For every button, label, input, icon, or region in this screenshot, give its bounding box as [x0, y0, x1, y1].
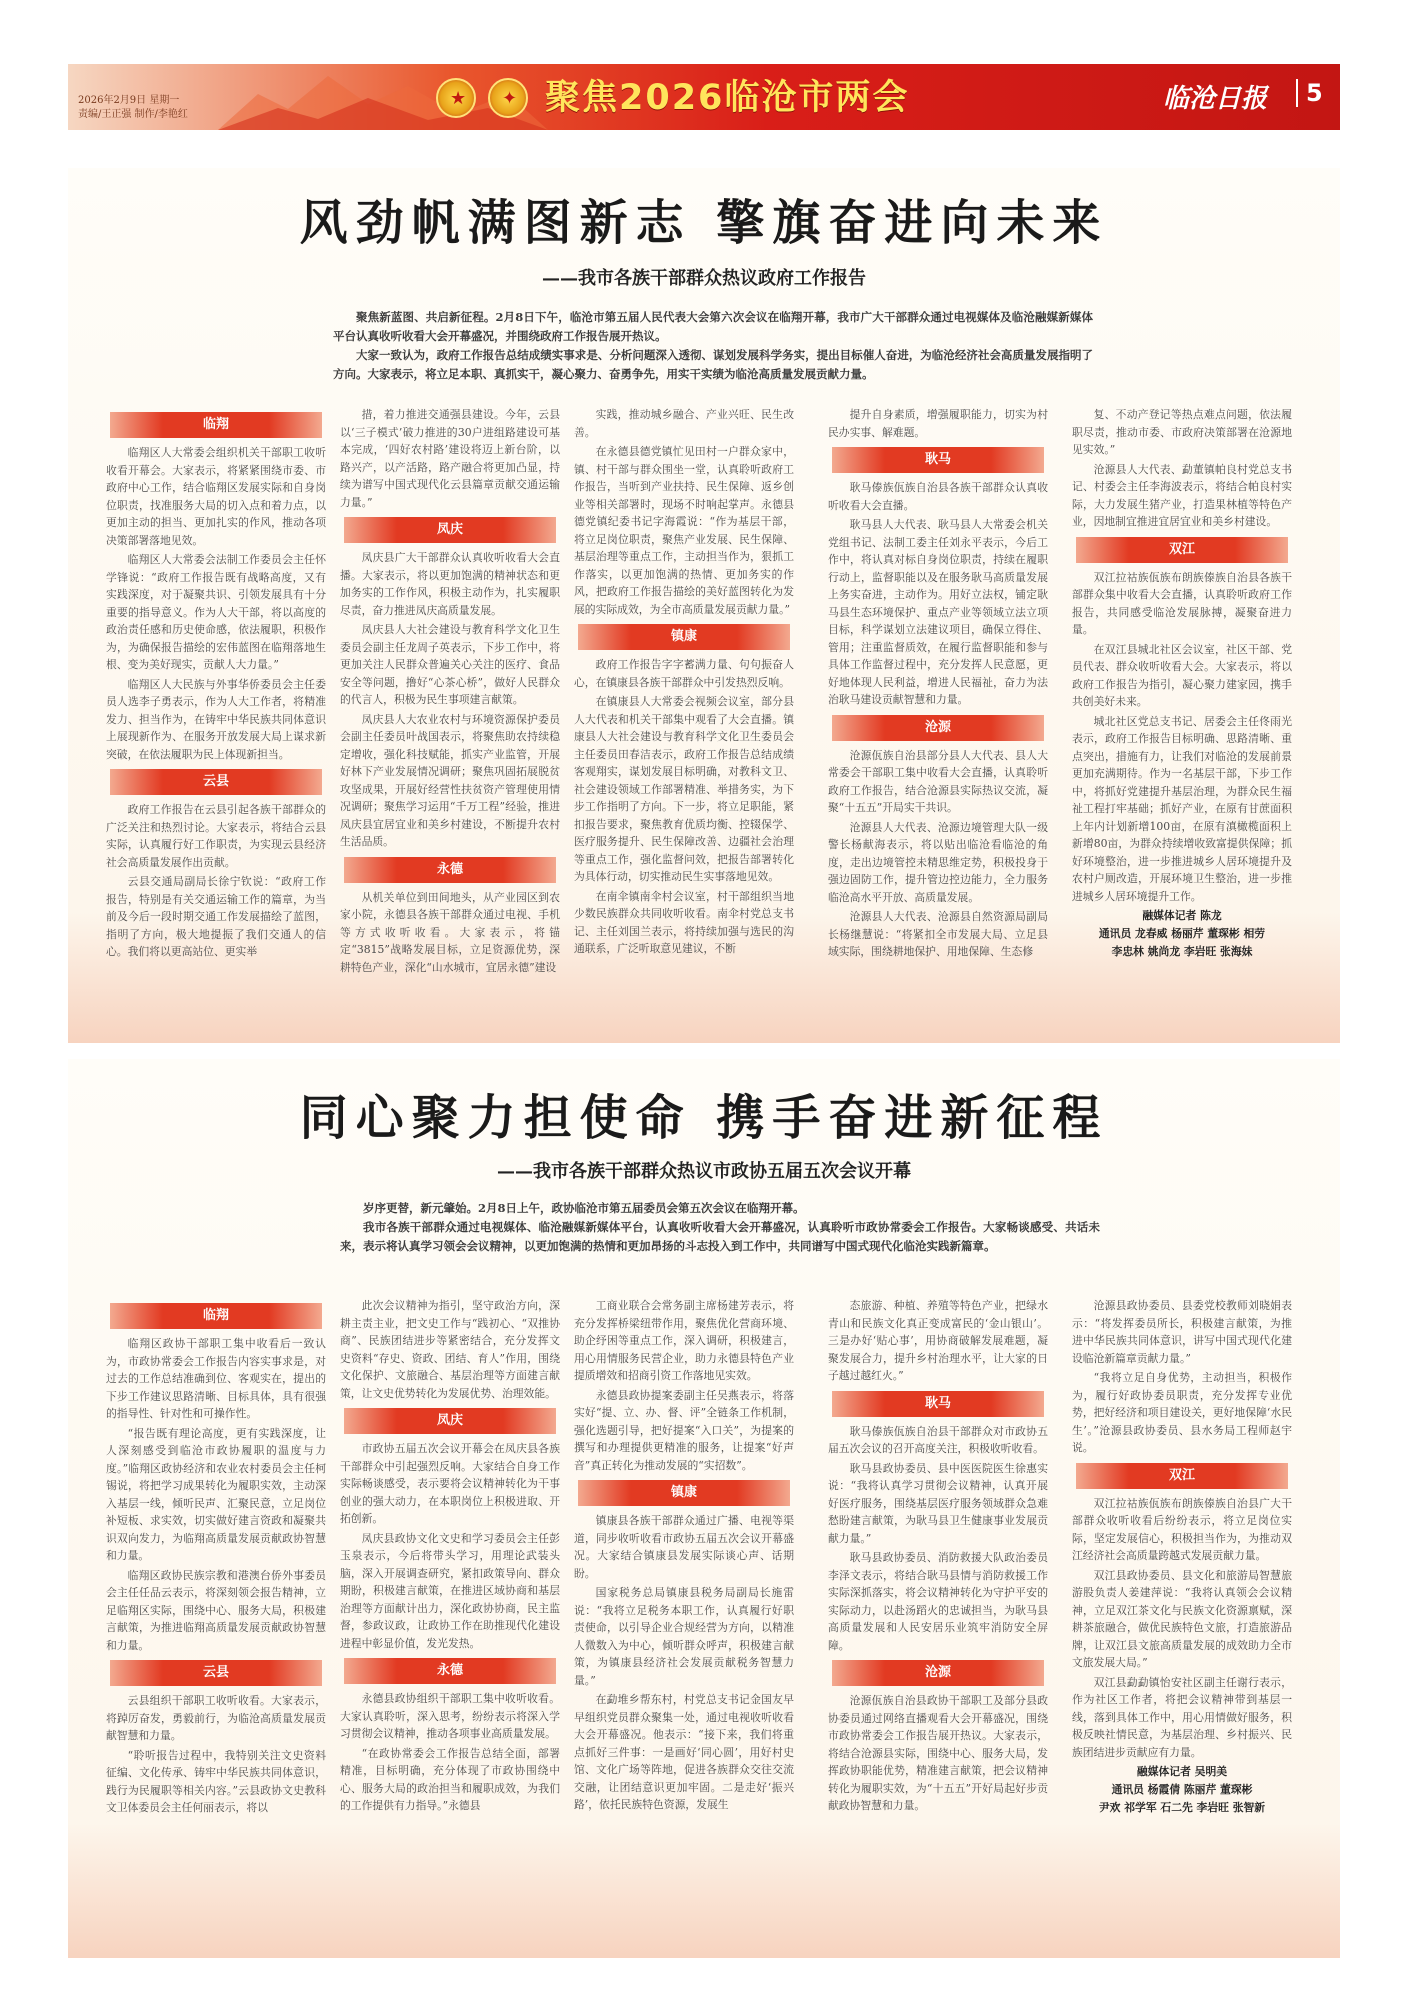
article-1-column-1 — [106, 406, 326, 963]
lead-paragraph: 大家一致认为，政府工作报告总结成绩实事求是、分析问题深入透彻、谋划发展科学务实，提出目标催人奋进，为临沧经济社会高质量发展指明了方向。大家表示，将立足本职、真抓实干，凝心聚力、奋勇争先，用实干实绩为临沧高质量发展贡献力量。 — [333, 348, 1093, 381]
article-1-column-4 — [828, 406, 1048, 963]
body-paragraph: 在南伞镇南伞村会议室，村干部组织当地少数民族群众共同收听收看。南伞村党总支书记、主任刘国兰表示，将持续加强与选民的沟通联系，广泛听取意见建议，不断 — [574, 889, 794, 955]
body-paragraph: 沧源县政协委员、县委党校教师刘晓娟表示：“将发挥委员所长，积极建言献策，为推进中华民族共同体意识，讲写中国式现代化建设临沧新篇章贡献力量。” — [1072, 1299, 1292, 1365]
body-paragraph: 耿马傣族佤族自治县干部群众对市政协五届五次会议的召开高度关注，积极收听收看。 — [828, 1424, 1048, 1455]
newspaper-logo: 临沧日报 — [1163, 84, 1268, 114]
body-paragraph: 措，着力推进交通强县建设。今年，云县以‘三子模式’破力推进的30户进组路建设可基本完成，‘四好农村路’建设将迈上新台阶，以路兴产，以产活路，路产融合将更加凸显，持续为谱写中国式现代化云县篇章贡献交通运输力量。” — [340, 408, 560, 509]
body-paragraph: 耿马傣族佤族自治县各族干部群众认真收听收看大会直播。 — [828, 481, 1048, 512]
county-section-tag: 镇康 — [578, 1480, 790, 1506]
body-paragraph: 沧源县人大代表、沧源县自然资源局副局长杨继慧说：“将紧扣全市发展大局、立足县域实际，围绕耕地保护、用地保障、生态修 — [828, 910, 1048, 958]
body-paragraph: 临翔区人大常委会法制工作委员会主任怀学锋说：“政府工作报告既有战略高度，又有实践深度，对于凝聚共识、引领发展具有十分重要的指导意义。作为人大干部，将以高度的政治责任感和历史使命感，依法履职，积极作为，为确保报告描绘的宏伟蓝图在临翔落地生根、变为美好现实，贡献人大力量。” — [106, 553, 326, 671]
article-1-headline: 风劲帆满图新志 擎旗奋进向未来 — [299, 195, 1109, 251]
body-paragraph: 国家税务总局镇康县税务局副局长施雷说：“我将立足税务本职工作，认真履行好职责使命，以引导企业合规经营为方向，以精准人微数入为中心，倾听群众呼声，积极建言献策，为镇康县经济社会发展贡献税务智慧力量。” — [574, 1586, 794, 1687]
county-section-tag: 耿马 — [832, 447, 1044, 473]
body-paragraph: “聆听报告过程中，我特别关注文史资料征编、文化传承、铸牢中华民族共同体意识，践行为民履职等相关内容。”云县政协文史教科文卫体委员会主任何丽表示，将以 — [106, 1748, 326, 1814]
body-paragraph: 耿马县人大代表、耿马县人大常委会机关党组书记、法制工委主任刘永平表示，今后工作中，将认真对标自身岗位职责，持续在履职行动上，监督职能以及在服务耿马高质量发展上务实奋进，主动作为。用好立法权，铺定耿马县生态环境保护、重点产业等领域立法立项目标，科学谋划立法建议项目，确保立得住、管用；注重监督质效，在履行监督职能和参与具体工作监督过程中，充分发挥人民意愿，更好地体现人民利益，增进人民福祉，奋力为法治耿马建设贡献智慧和力量。 — [828, 518, 1048, 706]
body-paragraph: 双江拉祜族佤族布朗族傣族自治县各族干部群众集中收看大会直播，认真聆听政府工作报告，共同感受临沧发展脉搏，凝聚奋进力量。 — [1072, 570, 1292, 636]
national-emblem-icon: ★ — [436, 78, 476, 118]
article-1-column-3 — [574, 406, 794, 960]
byline: 融媒体记者 陈龙 — [1142, 909, 1222, 922]
body-paragraph: 双江县政协委员、县文化和旅游局智慧旅游股负责人姜建萍说：“我将认真领会会议精神，立足双江茶文化与民族文化资源禀赋，深耕茶旅融合，做优民族特色文旅，打造旅游品牌，让双江县文旅高质量发展的成效助力全市文旅发展大局。” — [1072, 1568, 1292, 1669]
body-paragraph: 临翔区政协民族宗教和港澳台侨外事委员会主任任品云表示，将深刻领会报告精神，立足临翔区实际，围绕中心、服务大局，积极建言献策，为推进临翔高质量发展贡献政协智慧和力量。 — [106, 1568, 326, 1652]
article-1-lead — [333, 308, 1093, 384]
body-paragraph: 此次会议精神为指引，坚守政治方向，深耕主责主业，把文史工作与“践初心、“双推协商”、民族团结进步等紧密结合，充分发挥文史资料“存史、资政、团结、育人”作用，围绕文化保护、文旅融合、基层治理等方面建言献策，让文史优势转化为发展优势、治理效能。 — [340, 1299, 560, 1400]
body-paragraph: 复、不动产登记等热点难点问题，依法履职尽责，推动市委、市政府决策部署在沧源地见实效。” — [1072, 408, 1292, 456]
byline: 李忠林 姚尚龙 李岩旺 张海妹 — [1111, 945, 1253, 958]
body-paragraph: 市政协五届五次会议开幕会在凤庆县各族干部群众中引起强烈反响。大家结合自身工作实际畅谈感受，表示要将会议精神转化为干事创业的强大动力，在本职岗位上积极进取、开拓创新。 — [340, 1442, 560, 1525]
county-section-tag: 凤庆 — [344, 517, 556, 543]
county-section-tag: 双江 — [1076, 537, 1288, 563]
article-2-column-1 — [106, 1297, 326, 1819]
body-paragraph: 云县组织干部职工收听收看。大家表示，将踔厉奋发，勇毅前行，为临沧高质量发展贡献智慧和力量。 — [106, 1694, 326, 1742]
body-paragraph: 凤庆县政协文化文史和学习委员会主任彭玉泉表示，今后将带头学习，用理论武装头脑，深入开展调查研究，紧扣政策导向、群众期盼，积极建言献策，在推进区域协商和基层治理等方面献计出力，深化政协协商，民主监督，参政议政，让政协工作在助推现代化建设进程中彰显价值，发光发热。 — [340, 1531, 560, 1650]
county-section-tag: 凤庆 — [344, 1408, 556, 1434]
article-2-column-5 — [1072, 1297, 1292, 1817]
body-paragraph: 沧源佤族自治县政协干部职工及部分县政协委员通过网络直播观看大会开幕盛况，围绕市政协常委会工作报告展开热议。大家表示，将结合沧源县实际，围绕中心、服务大局，发挥政协职能优势，精准建言献策，把会议精神转化为履职实效，为“十五五”开好局起好步贡献政协智慧和力量。 — [828, 1694, 1048, 1812]
body-paragraph: 工商业联合会常务副主席杨建芳表示，将充分发挥桥梁纽带作用，聚焦优化营商环境、助企纾困等重点工作，深入调研，积极建言，用心用情服务民营企业，助力永德县特色产业提质增效和招商引资工作落地见实效。 — [574, 1299, 794, 1382]
page-number: 5 — [1296, 79, 1323, 107]
body-paragraph: 提升自身素质，增强履职能力，切实为村民办实事、解难题。 — [828, 408, 1048, 439]
county-section-tag: 云县 — [110, 1660, 322, 1686]
lead-paragraph: 岁序更替，新元肇始。2月8日上午，政协临沧市第五届委员会第五次会议在临翔开幕。 — [363, 1201, 805, 1215]
body-paragraph: 沧源县人大代表、沧源边境管理大队一级警长杨献海表示，将以贴出临沧看临沧的角度，走出边境管控未精思维定势，积极投身于强边固防工作，提升管边控边能力，全力服务临沧高水平开放、高质量发展。 — [828, 820, 1048, 904]
body-paragraph: 沧源佤族自治县部分县人大代表、县人大常委会干部职工集中收看大会直播，认真聆听政府工作报告，结合沧源县实际热议交流，凝聚“十五五”开局实干共识。 — [828, 748, 1048, 814]
article-2-column-2 — [340, 1297, 560, 1817]
body-paragraph: 在镇康县人大常委会视频会议室，部分县人大代表和机关干部集中观看了大会直播。镇康县人大社会建设与教育科学文化卫生委员会主任委员田春洁表示，政府工作报告总结成绩客观翔实，谋划发展目标明确，对教科文卫、社会建设领域工作部署精准、举措务实，为下步工作指明了方向。下一步，将立足职能，紧扣报告要求，聚焦教育优质均衡、控辍保学、医疗服务提升、民生保障改善、边疆社会治理等重点工作，强化监督问效，把报告部署转化为具体行动，切实推动民生实事落地见效。 — [574, 695, 794, 883]
byline: 通讯员 杨霞倩 陈丽芹 董琛彬 — [1111, 1783, 1253, 1796]
body-paragraph: 在勐堆乡帮东村，村党总支书记金国友早早组织党员群众聚集一处，通过电视收听收看大会开幕盛况。他表示：“接下来，我们将重点抓好三件事：一是画好‘同心圆’，用好村史馆、文化广场等阵地，促进各族群众交往交流交融，让团结意识更加牢固。二是走好‘振兴路’，依托民族特色资源，发展生 — [574, 1693, 794, 1811]
article-2-subtitle: ——我市各族干部群众热议市政协五届五次会议开幕 — [497, 1161, 911, 1182]
body-paragraph: 在永德县德党镇忙见田村一户群众家中，镇、村干部与群众围坐一堂，认真聆听政府工作报告，当听到产业扶持、民生保障、返乡创业等相关部署时，现场不时响起掌声。永德县德党镇纪委书记字海霞说：“作为基层干部，将立足岗位职责，聚焦产业发展、民生保障、基层治理等重点工作，主动担当作为，狠抓工作落实，以更加饱满的热情、更加务实的作风，把政府工作报告描绘的美好蓝图转化为发展的实际成效，为全市高质量发展贡献力量。” — [574, 445, 794, 616]
body-paragraph: 云县交通局副局长徐宁钦说：“政府工作报告，特别是有关交通运输工作的篇章，为当前及今后一段时期交通工作发展描绘了蓝图，指明了方向，极大地提振了我们交通人的信心。我们将以更高站位、更实举 — [106, 875, 326, 958]
body-paragraph: 在双江县城北社区会议室，社区干部、党员代表、群众收听收看大会。大家表示，将以政府工作报告为指引，凝心聚力建家园，携手共创美好未来。 — [1072, 642, 1292, 708]
body-paragraph: 双江县勐勐镇怡安社区副主任谢行表示，作为社区工作者，将把会议精神带到基层一线，落到具体工作中，用心用情做好服务，积极反映社情民意，为基层治理、乡村振兴、民族团结进步贡献应有力量。 — [1072, 1675, 1292, 1759]
county-section-tag: 镇康 — [578, 624, 790, 650]
issue-meta — [78, 94, 188, 122]
article-2 — [68, 1059, 1340, 1958]
issue-date: 2026年2月9日 星期一 — [78, 95, 180, 106]
county-section-tag: 永德 — [344, 857, 556, 883]
article-1-subtitle: ——我市各族干部群众热议政府工作报告 — [542, 268, 866, 289]
county-section-tag: 双江 — [1076, 1463, 1288, 1489]
article-2-column-4 — [828, 1297, 1048, 1817]
body-paragraph: 态旅游、种植、养殖等特色产业，把绿水青山和民族文化真正变成富民的‘金山银山’。三是办好‘贴心事’，用协商破解发展难题，凝聚发展合力，提升乡村治理水平，让大家的日子越过越红火。” — [828, 1299, 1048, 1382]
body-paragraph: “在政协常委会工作报告总结全面，部署精准，目标明确，充分体现了市政协围绕中心、服务大局的政治担当和履职成效，为我们的工作提供有力指导。”永德县 — [340, 1746, 560, 1812]
county-section-tag: 沧源 — [832, 1660, 1044, 1686]
body-paragraph: 实践，推动城乡融合、产业兴旺、民生改善。 — [574, 408, 794, 439]
body-paragraph: 耿马县政协委员、消防救援大队政治委员李泽文表示，将结合耿马县情与消防救援工作实际深抓落实，将会议精神转化为守护平安的实际动力，以赴汤蹈火的忠诚担当，为耿马县高质量发展和人民安居乐业筑牢消防安全屏障。 — [828, 1551, 1048, 1652]
county-section-tag: 耿马 — [832, 1391, 1044, 1417]
body-paragraph: 耿马县政协委员、县中医医院医生徐惠实说：“我将认真学习贯彻会议精神，认真开展好医疗服务，围绕基层医疗服务领域群众急难愁盼建言献策，为耿马县卫生健康事业发展贡献力量。” — [828, 1461, 1048, 1545]
body-paragraph: 双江拉祜族佤族布朗族傣族自治县广大干部群众收听收看后纷纷表示，将立足岗位实际，坚定发展信心，积极担当作为，为推动双江经济社会高质量跨越式发展贡献力量。 — [1072, 1496, 1292, 1562]
byline: 尹欢 祁学军 石二先 李岩旺 张智新 — [1098, 1801, 1266, 1814]
body-paragraph: 临翔区政协干部职工集中收看后一致认为，市政协常委会工作报告内容实事求是，对过去的工作总结准确到位、客观实在，提出的下步工作建议思路清晰、目标具体，具有很强的指导性、针对性和可操作性。 — [106, 1337, 326, 1420]
body-paragraph: 政府工作报告在云县引起各族干部群众的广泛关注和热烈讨论。大家表示，将结合云县实际，认真履行好工作职责，为实现云县经济社会高质量发展作出贡献。 — [106, 803, 326, 869]
body-paragraph: 政府工作报告字字蓄满力量、句句振奋人心，在镇康县各族干部群众中引发热烈反响。 — [574, 658, 794, 689]
issue-editors: 责编/王正强 制作/李艳红 — [78, 109, 188, 120]
body-paragraph: 镇康县各族干部群众通过广播、电视等渠道，同步收听收看市政协五届五次会议开幕盛况。大家结合镇康县发展实际谈心声、话期盼。 — [574, 1514, 794, 1580]
body-paragraph: 凤庆县人大农业农村与环境资源保护委员会副主任委员叶战国表示，将聚焦助农持续稳定增收，强化科技赋能，抓实产业监管，开展好林下产业发展情况调研；聚焦巩固拓展脱贫攻坚成果，开展好经营性扶贫资产管理使用情况调研；聚焦学习运用“千万工程”经验，推进凤庆县宜居宜业和美乡村建设，不断提升农村生活品质。 — [340, 712, 560, 848]
article-1-column-2 — [340, 406, 560, 978]
county-section-tag: 云县 — [110, 769, 322, 795]
body-paragraph: 从机关单位到田间地头，从产业园区到农家小院，永德县各族干部群众通过电视、手机等方式收听收看。大家表示，将锚定“3815”战略发展目标，立足资源优势，深耕特色产业，深化“山水城市，宜居永德”建设 — [340, 890, 560, 974]
article-2-lead — [340, 1199, 1100, 1256]
lead-paragraph: 聚焦新蓝图、共启新征程。2月8日下午，临沧市第五届人民代表大会第六次会议在临翔开幕，我市广大干部群众通过电视媒体及临沧融媒新媒体平台认真收听收看大会开幕盛况，并围绕政府工作报告展开热议。 — [333, 310, 1093, 343]
banner-title: 聚焦2026临沧市两会 — [545, 78, 910, 118]
article-2-headline: 同心聚力担使命 携手奋进新征程 — [299, 1090, 1109, 1146]
article-2-column-3 — [574, 1297, 794, 1816]
body-paragraph: 永德县政协组织干部职工集中收听收看。大家认真聆听，深入思考，纷纷表示将深入学习贯彻会议精神，推动各项事业高质量发展。 — [340, 1692, 560, 1740]
county-section-tag: 临翔 — [110, 1303, 322, 1329]
county-section-tag: 临翔 — [110, 412, 322, 438]
body-paragraph: 永德县政协提案委副主任吴燕表示，将落实好“提、立、办、督、评”全链条工作机制，强化选题引导，把好提案“入口关”，为提案的撰写和办理提供更精准的服务，让提案“好声音”真正转化为推动发展的“实招数”。 — [574, 1388, 794, 1472]
article-1-column-5 — [1072, 406, 1292, 961]
body-paragraph: 凤庆县人大社会建设与教育科学文化卫生委员会副主任龙周子英表示，下步工作中，将更加关注人民群众普遍关心关注的医疗、食品安全等问题，撸好“心茶心桥”，做好人民群众的代言人，积极为民生事项建言献策。 — [340, 623, 560, 706]
body-paragraph: “报告既有理论高度，更有实践深度，让人深刻感受到临沧市政协履职的温度与力度。”临翔区政协经济和农业农村委员会主任柯锡说，将把学习成果转化为履职实效，主动深入基层一线，倾听民声、汇聚民意，立足岗位补短板、求实效，切实做好建言资政和凝聚共识双向发力，为临翔高质量发展贡献政协智慧和力量。 — [106, 1426, 326, 1562]
body-paragraph: 临翔区人大民族与外事华侨委员会主任委员人选李子勇表示，作为人大工作者，将精准发力、担当作为，在铸牢中华民族共同体意识上展现新作为、在服务开放发展大局上谋求新突破，在依法履职为民上体现新担当。 — [106, 677, 326, 761]
county-section-tag: 永德 — [344, 1658, 556, 1684]
county-section-tag: 沧源 — [832, 715, 1044, 741]
lead-paragraph: 我市各族干部群众通过电视媒体、临沧融媒新媒体平台，认真收听收看大会开幕盛况，认真聆听市政协常委会工作报告。大家畅谈感受、共话未来，表示将认真学习领会会议精神，以更加饱满的热情和更加昂扬的斗志投入到工作中，共同谱写中国式现代化临沧实践新篇章。 — [340, 1220, 1100, 1253]
cppcc-emblem-icon: ✦ — [488, 78, 528, 118]
body-paragraph: 凤庆县广大干部群众认真收听收看大会直播。大家表示，将以更加饱满的精神状态和更加务实的工作作风，积极主动作为，扎实履职尽责，奋力推进凤庆高质量发展。 — [340, 551, 560, 617]
body-paragraph: 沧源县人大代表、勐董镇帕良村党总支书记、村委会主任李海波表示，将结合帕良村实际，大力发展生猪产业，打造果林植等特色产业，因地制宜推进宜居宜业和美乡村建设。 — [1072, 462, 1292, 528]
body-paragraph: “我将立足自身优势，主动担当，积极作为，履行好政协委员职责，充分发挥专业优势，把好经济和项目建设关，更好地保障‘水民生’。”沧源县政协委员、县水务局工程师赵宇说。 — [1072, 1371, 1292, 1454]
byline: 通讯员 龙春威 杨丽芹 董琛彬 相劳 — [1098, 927, 1266, 940]
body-paragraph: 城北社区党总支书记、居委会主任佟雨光表示，政府工作报告目标明确、思路清晰、重点突出，措施有力，让我们对临沧的发展前景更加充满期待。作为一名基层干部，下步工作中，将抓好党建提升基层治理，为群众民生福祉工程打牢基础；抓好产业，在原有甘蔗面积上年内计划新增100亩，在原有滇橄榄面积上新增80亩，为群众持续增收致富提供保障；抓好环境整治，进一步推进城乡人居环境提升及农村户厕改造，开展环境卫生整治，进一步推进城乡人居环境提升工作。 — [1072, 714, 1292, 903]
byline: 融媒体记者 吴明美 — [1136, 1765, 1228, 1778]
body-paragraph: 临翔区人大常委会组织机关干部职工收听收看开幕会。大家表示，将紧紧围绕市委、市政府中心工作，结合临翔区发展实际和自身岗位职责，找准服务大局的切入点和着力点，以更加主动的担当、更加扎实的作风，推动各项决策部署落地见效。 — [106, 446, 326, 547]
article-1 — [68, 168, 1340, 1043]
